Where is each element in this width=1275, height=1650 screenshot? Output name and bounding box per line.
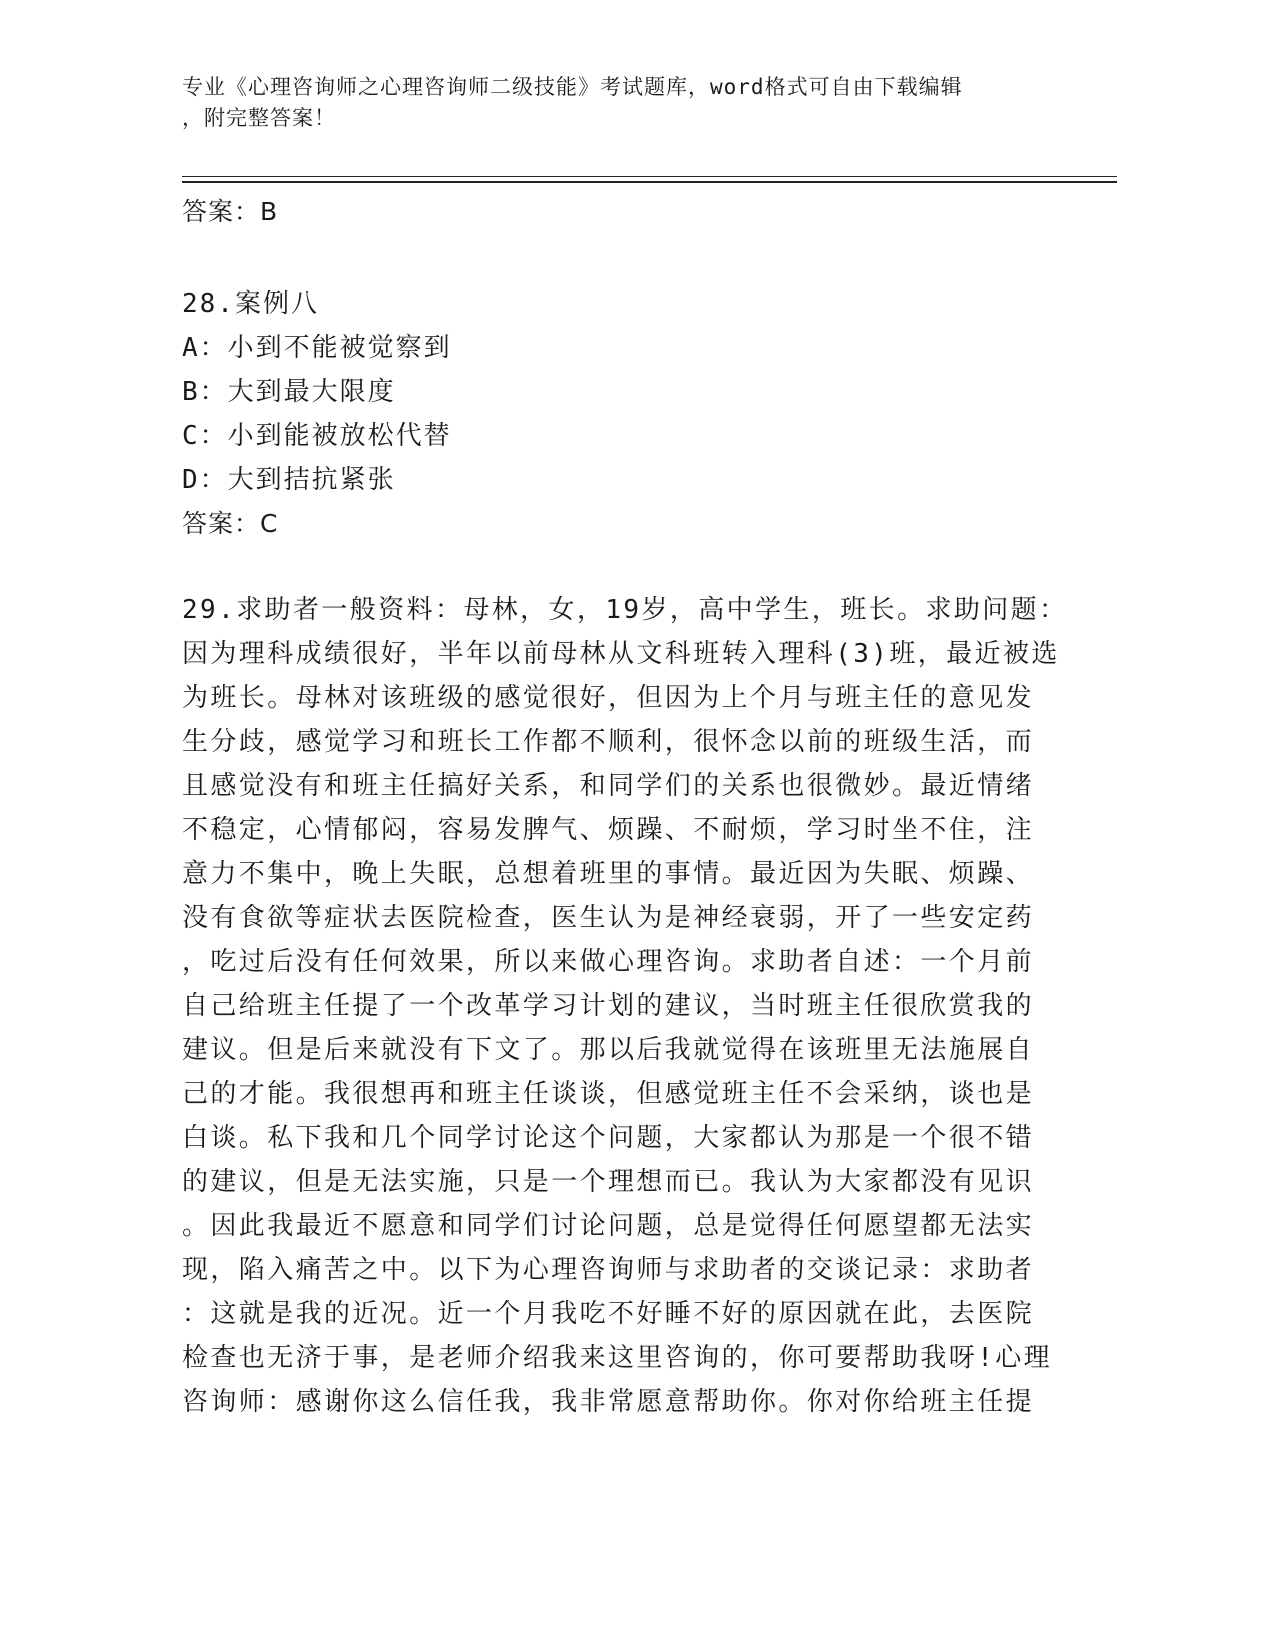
- question-29-line: ：这就是我的近况。近一个月我吃不好睡不好的原因就在此，去医院: [182, 1299, 1035, 1329]
- answer-27: 答案：B: [182, 197, 279, 226]
- question-28-option-c: C：小到能被放松代替: [182, 421, 452, 451]
- question-29: [182, 588, 1068, 1424]
- question-29-line: 没有食欲等症状去医院检查，医生认为是神经衰弱，开了一些安定药: [182, 903, 1035, 933]
- question-29-line: 检查也无济于事，是老师介绍我来这里咨询的，你可要帮助我呀!心理: [182, 1343, 1053, 1373]
- header-divider-thick: [182, 181, 1117, 183]
- question-29-line: 意力不集中，晚上失眠，总想着班里的事情。最近因为失眠、烦躁、: [182, 859, 1035, 889]
- question-29-line: 自己给班主任提了一个改革学习计划的建议，当时班主任很欣赏我的: [182, 991, 1035, 1021]
- question-29-line: 己的才能。我很想再和班主任谈谈，但感觉班主任不会采纳，谈也是: [182, 1079, 1035, 1109]
- question-28-option-a: A：小到不能被觉察到: [182, 333, 452, 363]
- question-29-line: 咨询师：感谢你这么信任我，我非常愿意帮助你。你对你给班主任提: [182, 1387, 1035, 1417]
- question-29-line: 建议。但是后来就没有下文了。那以后我就觉得在该班里无法施展自: [182, 1035, 1035, 1065]
- question-29-line: 29.求助者一般资料：母林，女，19岁，高中学生，班长。求助问题：: [182, 595, 1068, 625]
- question-29-line: 因为理科成绩很好，半年以前母林从文科班转入理科(3)班，最近被选: [182, 639, 1060, 669]
- question-29-line: 。因此我最近不愿意和同学们讨论问题，总是觉得任何愿望都无法实: [182, 1211, 1035, 1241]
- header-divider-thin: [182, 176, 1117, 177]
- question-28-title: 28.案例八: [182, 289, 319, 319]
- question-28-option-b: B：大到最大限度: [182, 377, 396, 407]
- question-29-line: 不稳定，心情郁闷，容易发脾气、烦躁、不耐烦，学习时坐不住，注: [182, 815, 1035, 845]
- question-29-line: 生分歧，感觉学习和班长工作都不顺利，很怀念以前的班级生活，而: [182, 727, 1035, 757]
- question-28-option-d: D：大到拮抗紧张: [182, 465, 396, 495]
- question-29-line: ，吃过后没有任何效果，所以来做心理咨询。求助者自述：一个月前: [182, 947, 1035, 977]
- header-line-1: 专业《心理咨询师之心理咨询师二级技能》考试题库，word格式可自由下载编辑: [182, 75, 963, 99]
- question-29-line: 白谈。私下我和几个同学讨论这个问题，大家都认为那是一个很不错: [182, 1123, 1035, 1153]
- document-header: [182, 72, 1062, 134]
- question-28: [182, 282, 452, 502]
- question-29-line: 为班长。母林对该班级的感觉很好，但因为上个月与班主任的意见发: [182, 683, 1035, 713]
- question-29-line: 且感觉没有和班主任搞好关系，和同学们的关系也很微妙。最近情绪: [182, 771, 1035, 801]
- answer-28: 答案：C: [182, 509, 279, 538]
- header-line-2: ，附完整答案！: [182, 106, 336, 130]
- question-29-line: 的建议，但是无法实施，只是一个理想而已。我认为大家都没有见识: [182, 1167, 1035, 1197]
- question-29-line: 现，陷入痛苦之中。以下为心理咨询师与求助者的交谈记录：求助者: [182, 1255, 1035, 1285]
